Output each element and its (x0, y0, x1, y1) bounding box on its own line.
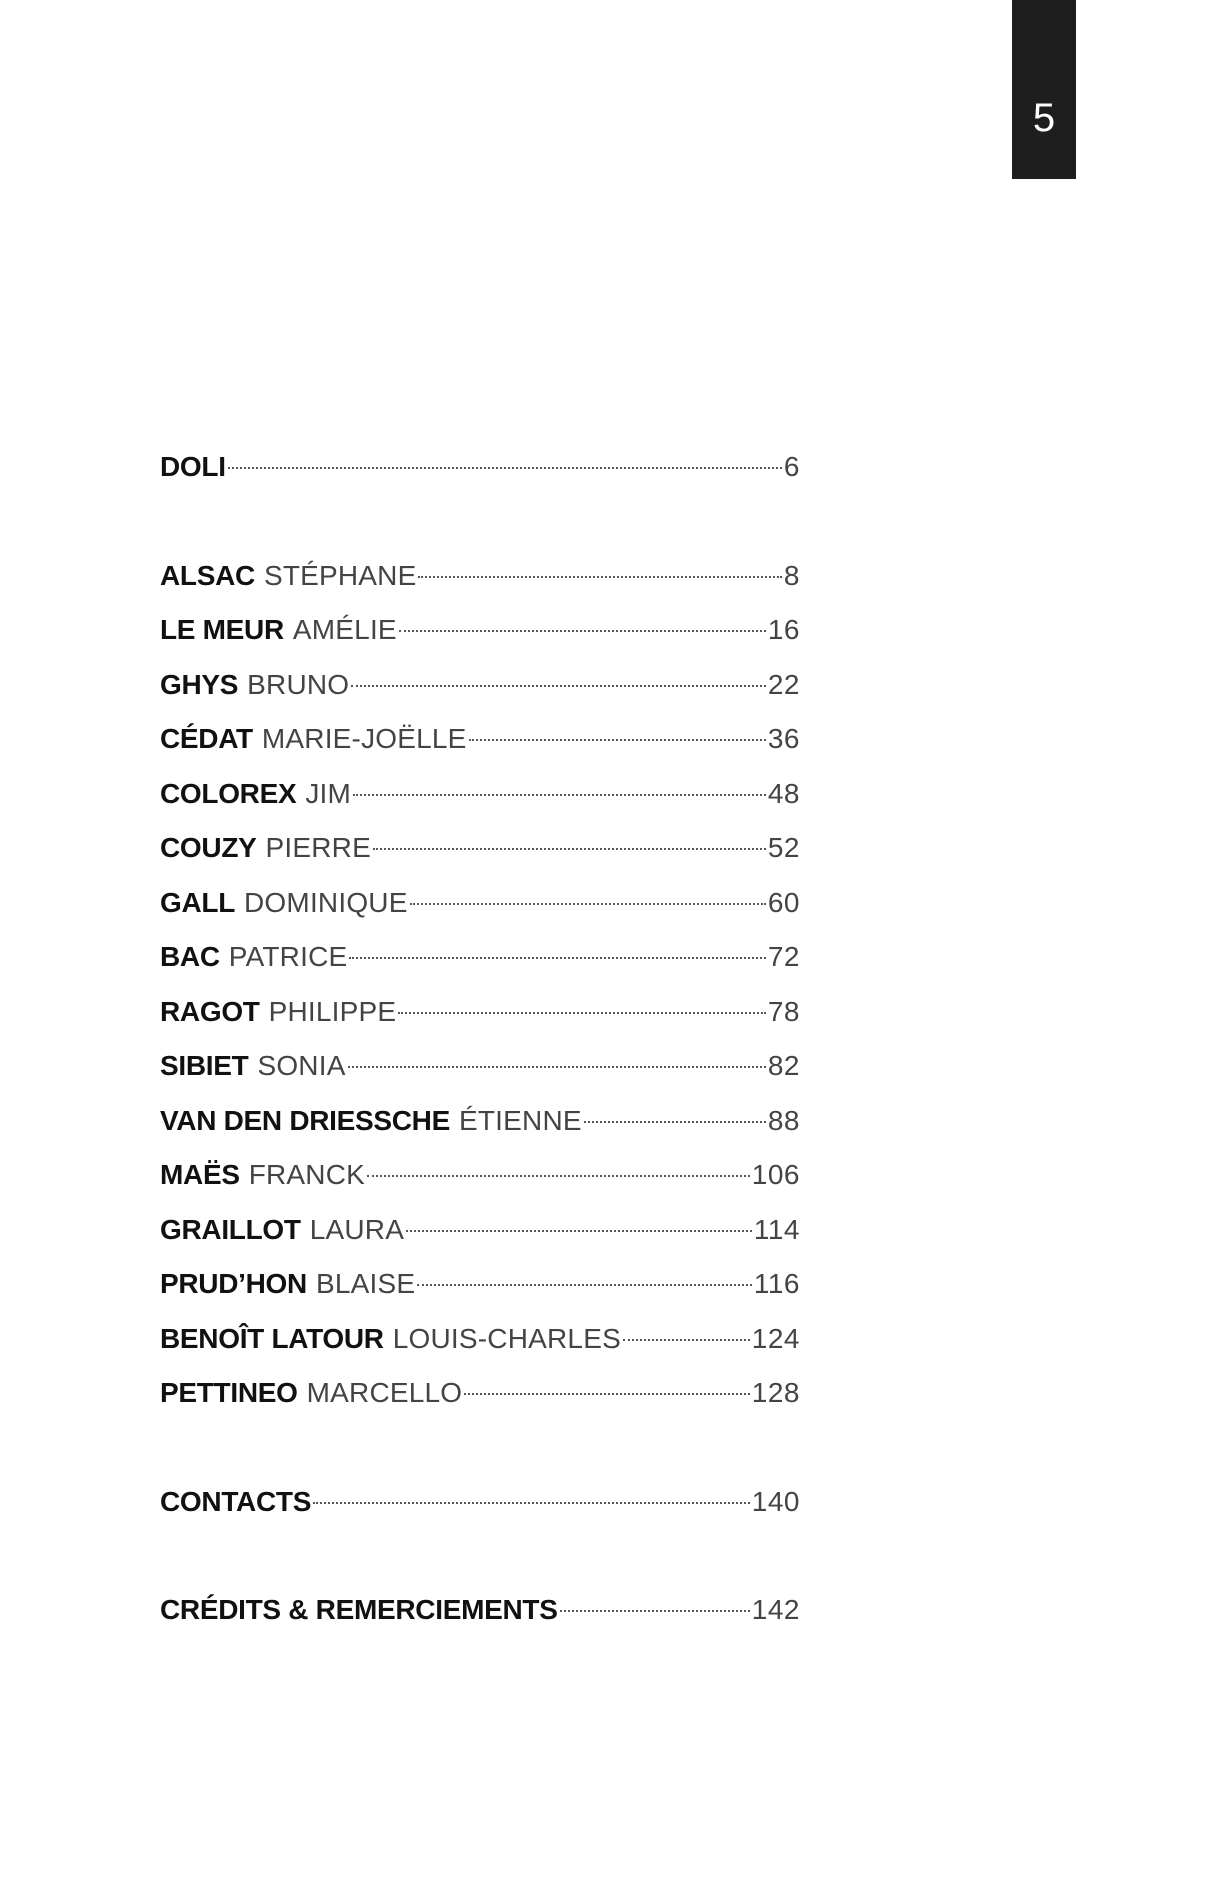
entry-page-number: 140 (751, 1485, 800, 1517)
dot-leader (348, 1066, 766, 1068)
entry-page-number: 106 (751, 1159, 800, 1190)
entry-first-name: PIERRE (265, 832, 371, 863)
dot-leader (353, 794, 766, 796)
entry-last-name: SIBIET (160, 1050, 249, 1081)
entry-first-name: STÉPHANE (263, 559, 417, 591)
dot-leader (584, 1121, 766, 1123)
entry-page-number: 114 (753, 1213, 800, 1245)
dot-leader (351, 685, 766, 687)
toc-group-credits (160, 1583, 800, 1638)
toc-entry (160, 930, 800, 985)
dot-leader (469, 739, 766, 741)
dot-leader (373, 848, 766, 850)
entry-last-name: RAGOT (160, 995, 260, 1027)
entry-last-name: BENOÎT LATOUR (160, 1322, 384, 1354)
dot-leader (367, 1175, 750, 1177)
entry-last-name: CÉDAT (160, 723, 253, 754)
page-number-tab (1012, 0, 1076, 179)
toc-group-intro (160, 440, 800, 495)
entry-last-name: CONTACTS (160, 1485, 312, 1517)
toc-entry (160, 1475, 800, 1530)
toc-entry (160, 1583, 800, 1638)
entry-first-name: BRUNO (247, 668, 350, 700)
entry-last-name: COUZY (160, 832, 257, 863)
toc-group-artists (160, 549, 800, 1421)
entry-first-name: MARIE-JOËLLE (261, 723, 467, 754)
toc-entry (160, 821, 800, 876)
toc-entry (160, 1094, 800, 1149)
entry-last-name: COLOREX (160, 777, 297, 809)
toc-entry (160, 876, 800, 931)
toc-entry (160, 985, 800, 1040)
dot-leader (410, 903, 766, 905)
entry-first-name: BLAISE (315, 1268, 416, 1299)
entry-first-name: JIM (305, 777, 352, 809)
entry-last-name: GALL (160, 886, 236, 918)
toc-entry (160, 440, 800, 495)
toc-entry (160, 1039, 800, 1094)
entry-page-number: 16 (767, 614, 800, 645)
dot-leader (313, 1502, 750, 1504)
entry-last-name: MAËS (160, 1159, 240, 1190)
dot-leader (228, 467, 782, 469)
entry-last-name: PRUD’HON (160, 1268, 307, 1299)
toc-entry (160, 712, 800, 767)
toc-entry (160, 767, 800, 822)
toc-entry (160, 1366, 800, 1421)
dot-leader (464, 1393, 750, 1395)
entry-first-name: MARCELLO (306, 1377, 463, 1408)
entry-first-name: PHILIPPE (268, 995, 397, 1027)
entry-page-number: 116 (753, 1268, 800, 1299)
toc-entry (160, 1203, 800, 1258)
page-number: 5 (1032, 96, 1056, 140)
entry-last-name: GHYS (160, 668, 239, 700)
entry-page-number: 22 (767, 668, 800, 700)
entry-page-number: 36 (767, 723, 800, 754)
entry-last-name: ALSAC (160, 559, 255, 591)
toc-entry (160, 549, 800, 604)
entry-page-number: 124 (751, 1322, 800, 1354)
entry-first-name: DOMINIQUE (244, 886, 408, 918)
entry-page-number: 6 (783, 451, 800, 482)
dot-leader (418, 576, 781, 578)
dot-leader (349, 957, 765, 959)
entry-first-name: LAURA (309, 1213, 405, 1245)
entry-first-name: SONIA (257, 1050, 346, 1081)
entry-first-name: PATRICE (228, 941, 348, 972)
entry-page-number: 48 (767, 777, 800, 809)
entry-last-name: PETTINEO (160, 1377, 298, 1408)
toc-group-contacts (160, 1475, 800, 1530)
dot-leader (399, 630, 766, 632)
toc-entry (160, 1312, 800, 1367)
entry-page-number: 142 (751, 1594, 800, 1625)
entry-page-number: 128 (751, 1377, 800, 1408)
entry-page-number: 8 (783, 559, 800, 591)
entry-first-name: AMÉLIE (292, 614, 397, 645)
toc-entry (160, 1148, 800, 1203)
table-of-contents (160, 440, 800, 1638)
entry-last-name: LE MEUR (160, 614, 284, 645)
entry-first-name: FRANCK (248, 1159, 366, 1190)
entry-last-name: VAN DEN DRIESSCHE (160, 1104, 450, 1136)
dot-leader (560, 1610, 750, 1612)
entry-page-number: 78 (767, 995, 800, 1027)
entry-first-name: ÉTIENNE (458, 1104, 582, 1136)
entry-last-name: BAC (160, 941, 220, 972)
entry-page-number: 72 (767, 941, 800, 972)
entry-page-number: 52 (767, 832, 800, 863)
dot-leader (398, 1012, 766, 1014)
entry-last-name: DOLI (160, 451, 226, 482)
entry-last-name: GRAILLOT (160, 1213, 301, 1245)
entry-last-name: CRÉDITS & REMERCIEMENTS (160, 1594, 558, 1625)
entry-page-number: 60 (767, 886, 800, 918)
entry-page-number: 88 (767, 1104, 800, 1136)
toc-entry (160, 658, 800, 713)
toc-entry (160, 603, 800, 658)
dot-leader (623, 1339, 750, 1341)
dot-leader (406, 1230, 752, 1232)
entry-page-number: 82 (767, 1050, 800, 1081)
dot-leader (417, 1284, 752, 1286)
toc-entry (160, 1257, 800, 1312)
entry-first-name: LOUIS-CHARLES (392, 1322, 621, 1354)
